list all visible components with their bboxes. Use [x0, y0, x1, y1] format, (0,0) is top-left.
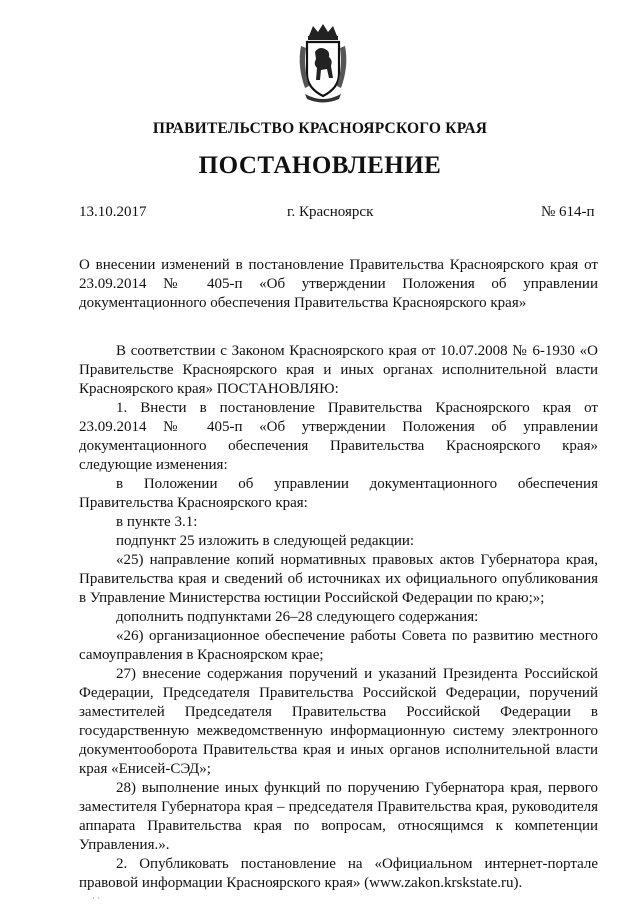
paragraph-subclause-26: «26) организационное обеспечение работы Совета по развитию местного самоуправления в Красноярском крае; [79, 628, 598, 663]
document-type-title: ПОСТАНОВЛЕНИЕ [198, 152, 442, 179]
paragraph-item-2: 2. Опубликовать постановление на «Официальном интернет-портале правовой информации Красноярского края» (www.zakon.krskstate.ru). [79, 856, 598, 891]
paragraph-add-subclauses: дополнить подпунктами 26–28 следующего содержания: [116, 609, 479, 625]
paragraph-item-1: 1. Внести в постановление Правительства Красноярского края от 23.09.2014 № 405-п «Об утверждении Положения об управлении документационного обеспечения Правительства Красноярского края» следующие изменения: [79, 400, 598, 473]
document-body [79, 342, 598, 893]
scan-artifact: · · [92, 893, 101, 903]
coat-of-arms-icon [295, 22, 351, 104]
paragraph-subclause-25: «25) направление копий нормативных правовых актов Губернатора края, Правительства края и сведений об источниках их официального опубликования в Управление Министерства юстиции Российской Федерации по краю;»; [79, 552, 598, 606]
paragraph-subclause-25-intro: подпункт 25 изложить в следующей редакции: [116, 533, 415, 549]
paragraph-clause-3-1: в пункте 3.1: [116, 514, 198, 530]
document-date: 13.10.2017 [79, 204, 147, 220]
document-city: г. Красноярск [287, 204, 374, 220]
document-subject: О внесении изменений в постановление Правительства Красноярского края от 23.09.2014 № 405-п «Об утверждении Положения об управлении документационного обеспечения Правительства Красноярского края» [79, 257, 598, 311]
paragraph-preamble: В соответствии с Законом Красноярского края от 10.07.2008 № 6-1930 «О Правительстве Красноярского края и иных органах исполнительной власти Красноярского края» ПОСТАНОВЛЯЮ: [79, 343, 598, 397]
paragraph-subclause-27: 27) внесение содержания поручений и указаний Президента Российской Федерации, Председателя Правительства Российской Федерации, поручений заместителей Председателя Правительства Российской Федерации в государственную межведомственную информационную систему электронного документооборота Правительства края и иных органов исполнительной власти края «Енисей-СЭД»; [79, 666, 598, 777]
paragraph-amendment-intro: в Положении об управлении документационного обеспечения Правительства Красноярского края: [79, 476, 598, 511]
paragraph-subclause-28: 28) выполнение иных функций по поручению Губернатора края, первого заместителя Губернатора края – председателя Правительства края, руководителя аппарата Правительства края по вопросам, относящимся к компетенции Управления.». [79, 780, 598, 853]
government-title: ПРАВИТЕЛЬСТВО КРАСНОЯРСКОГО КРАЯ [152, 120, 488, 137]
document-number: № 614-п [541, 204, 595, 220]
